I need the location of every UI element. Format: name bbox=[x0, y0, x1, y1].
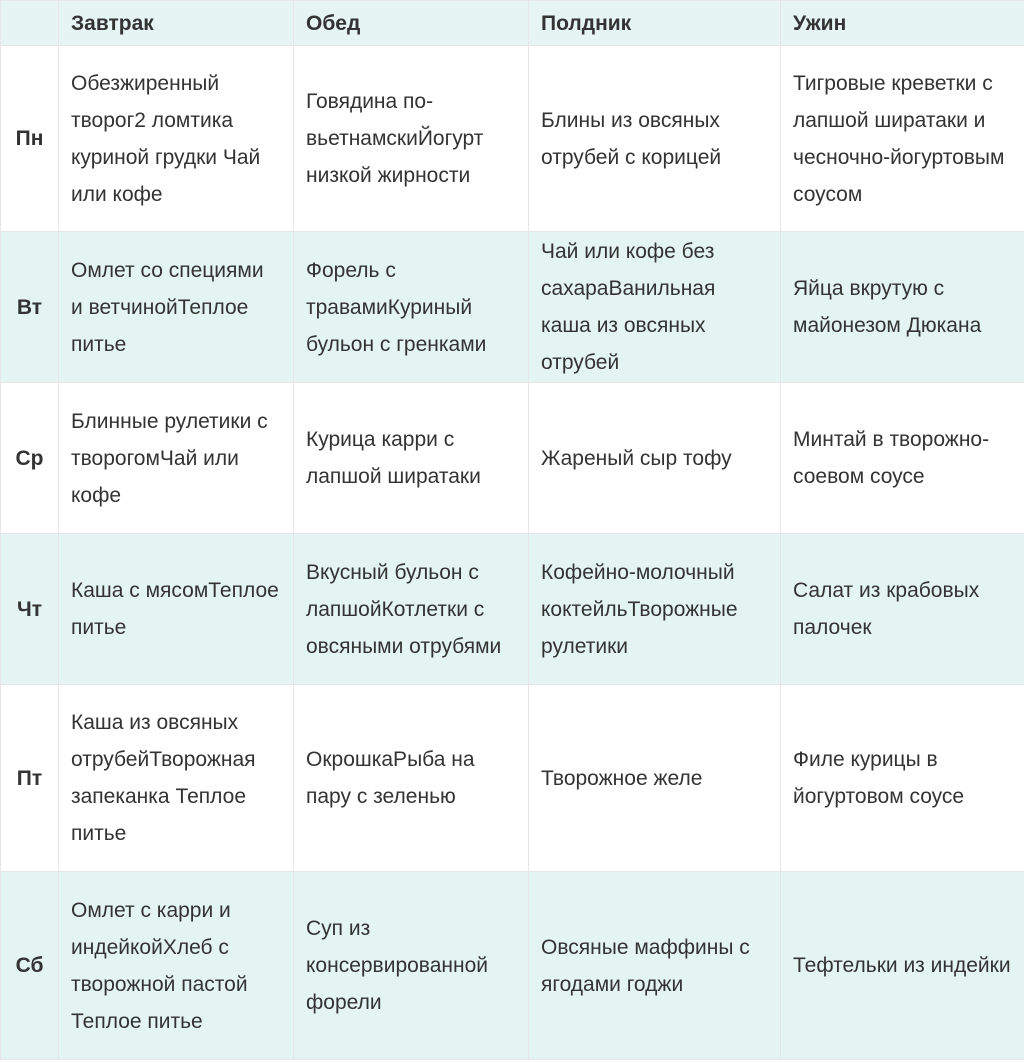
day-cell: Сб bbox=[1, 872, 59, 1060]
header-breakfast: Завтрак bbox=[59, 1, 294, 46]
dinner-cell: Тигровые креветки с лапшой ширатаки и чесночно-йогуртовым соусом bbox=[781, 46, 1024, 232]
snack-cell: Творожное желе bbox=[529, 685, 781, 872]
lunch-cell: Вкусный бульон с лапшойКотлетки с овсяными отрубями bbox=[294, 534, 529, 685]
snack-cell: Блины из овсяных отрубей с корицей bbox=[529, 46, 781, 232]
dinner-cell: Минтай в творожно- соевом соусе bbox=[781, 383, 1024, 534]
breakfast-cell: Блинные рулетики с творогомЧай или кофе bbox=[59, 383, 294, 534]
breakfast-cell: Омлет со специями и ветчинойТеплое питье bbox=[59, 232, 294, 383]
table-row bbox=[1, 46, 1024, 232]
dinner-cell: Салат из крабовых палочек bbox=[781, 534, 1024, 685]
header-dinner: Ужин bbox=[781, 1, 1024, 46]
header-snack: Полдник bbox=[529, 1, 781, 46]
snack-cell: Овсяные маффины с ягодами годжи bbox=[529, 872, 781, 1060]
day-cell: Вт bbox=[1, 232, 59, 383]
header-lunch: Обед bbox=[294, 1, 529, 46]
lunch-cell: Курица карри с лапшой ширатаки bbox=[294, 383, 529, 534]
dinner-cell: Яйца вкрутую с майонезом Дюкана bbox=[781, 232, 1024, 383]
breakfast-cell: Каша из овсяных отрубейТворожная запеканка Теплое питье bbox=[59, 685, 294, 872]
breakfast-cell: Каша с мясомТеплое питье bbox=[59, 534, 294, 685]
header-day bbox=[1, 1, 59, 46]
day-cell: Пт bbox=[1, 685, 59, 872]
table-row bbox=[1, 383, 1024, 534]
table-row bbox=[1, 534, 1024, 685]
day-cell: Пн bbox=[1, 46, 59, 232]
table-row bbox=[1, 232, 1024, 383]
table-row bbox=[1, 685, 1024, 872]
lunch-cell: ОкрошкаРыба на пару с зеленью bbox=[294, 685, 529, 872]
day-cell: Ср bbox=[1, 383, 59, 534]
snack-cell: Жареный сыр тофу bbox=[529, 383, 781, 534]
lunch-cell: Суп из консервированной форели bbox=[294, 872, 529, 1060]
breakfast-cell: Омлет с карри и индейкойХлеб с творожной пастой Теплое питье bbox=[59, 872, 294, 1060]
dinner-cell: Филе курицы в йогуртовом соусе bbox=[781, 685, 1024, 872]
lunch-cell: Говядина по-вьетнамскиЙогурт низкой жирности bbox=[294, 46, 529, 232]
table-row bbox=[1, 872, 1024, 1060]
lunch-cell: Форель с травамиКуриный бульон с гренками bbox=[294, 232, 529, 383]
header-row bbox=[1, 1, 1024, 46]
dinner-cell: Тефтельки из индейки bbox=[781, 872, 1024, 1060]
snack-cell: Кофейно-молочный коктейльТворожные рулетики bbox=[529, 534, 781, 685]
day-cell: Чт bbox=[1, 534, 59, 685]
snack-cell: Чай или кофе без сахараВанильная каша из овсяных отрубей bbox=[529, 232, 781, 383]
breakfast-cell: Обезжиренный творог2 ломтика куриной грудки Чай или кофе bbox=[59, 46, 294, 232]
